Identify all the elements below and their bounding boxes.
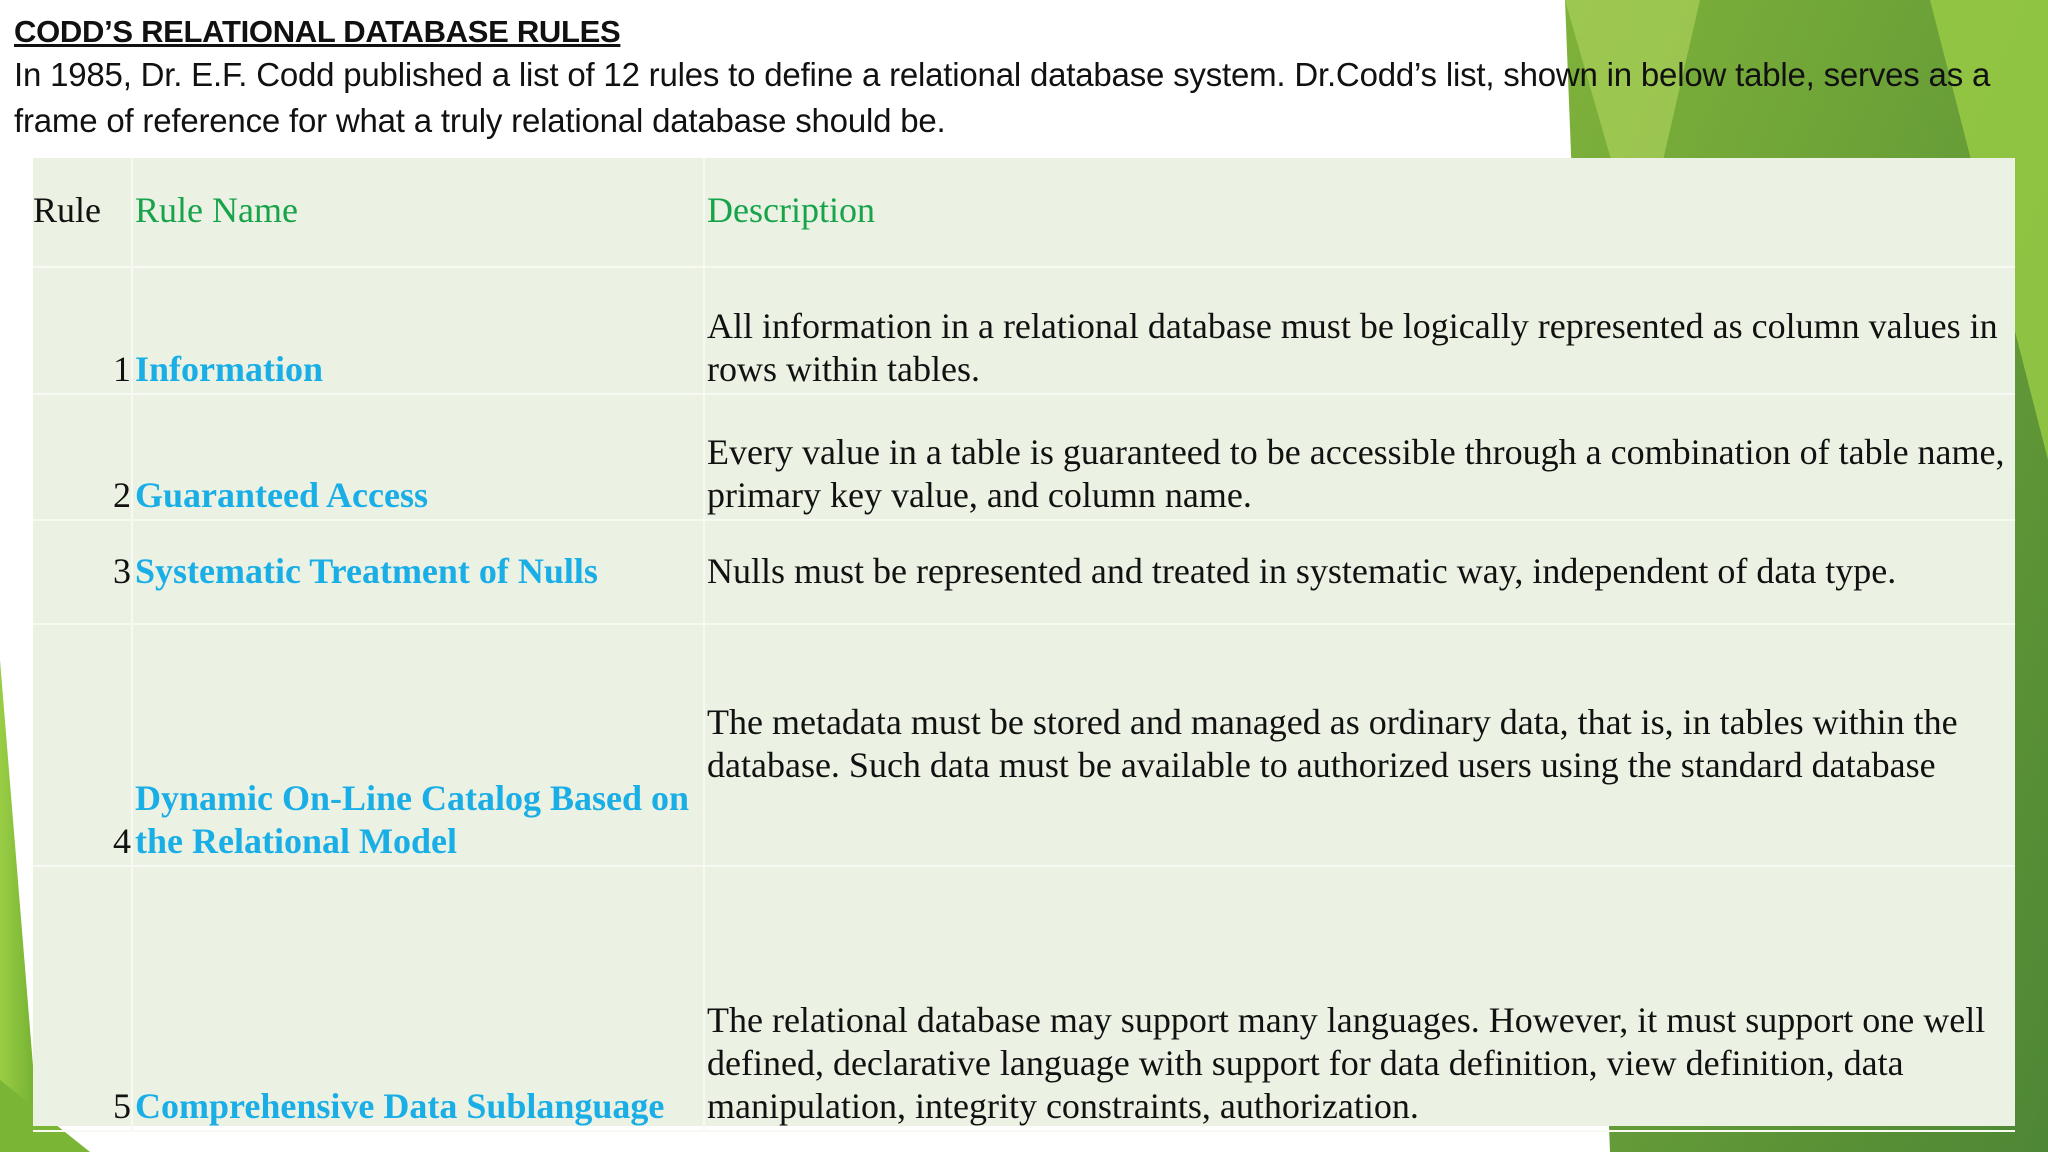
- rule-name: Systematic Treatment of Nulls: [132, 520, 704, 624]
- rule-name: Information: [132, 267, 704, 394]
- codd-rules-table: [33, 158, 2015, 1126]
- rule-name: Guaranteed Access: [132, 394, 704, 520]
- slide-header: [14, 12, 2014, 144]
- intro-paragraph: In 1985, Dr. E.F. Codd published a list of 12 rules to define a relational database system. Dr.Codd’s list, shown in below table, serves as a frame of reference for what a truly relational database should be.: [14, 56, 1991, 139]
- rule-description: The metadata must be stored and managed as ordinary data, that is, in tables within the database. Such data must be available to authorized users using the standard database: [704, 624, 2015, 866]
- table-row: [33, 866, 2015, 1131]
- rule-number: 3: [33, 520, 132, 624]
- table-row: [33, 394, 2015, 520]
- table-row: [33, 624, 2015, 866]
- rule-number: 4: [33, 624, 132, 866]
- rule-description: The relational database may support many languages. However, it must support one well defined, declarative language with support for data definition, view definition, data manipulation, integrity constraints, authorization.: [704, 866, 2015, 1131]
- rule-number: 5: [33, 866, 132, 1131]
- table-row: [33, 520, 2015, 624]
- rule-description: All information in a relational database must be logically represented as column values in rows within tables.: [704, 267, 2015, 394]
- slide-title: CODD’S RELATIONAL DATABASE RULES: [14, 14, 621, 49]
- header-rule: Rule: [33, 158, 132, 267]
- table-header-row: [33, 158, 2015, 267]
- rule-number: 1: [33, 267, 132, 394]
- rule-name: Dynamic On-Line Catalog Based on the Relational Model: [132, 624, 704, 866]
- table-row: [33, 267, 2015, 394]
- rules-grid: [33, 158, 2015, 1132]
- rule-number: 2: [33, 394, 132, 520]
- rule-name: Comprehensive Data Sublanguage: [132, 866, 704, 1131]
- header-description: Description: [704, 158, 2015, 267]
- rule-description: Every value in a table is guaranteed to be accessible through a combination of table name, primary key value, and column name.: [704, 394, 2015, 520]
- rule-description: Nulls must be represented and treated in systematic way, independent of data type.: [704, 520, 2015, 624]
- header-rule-name: Rule Name: [132, 158, 704, 267]
